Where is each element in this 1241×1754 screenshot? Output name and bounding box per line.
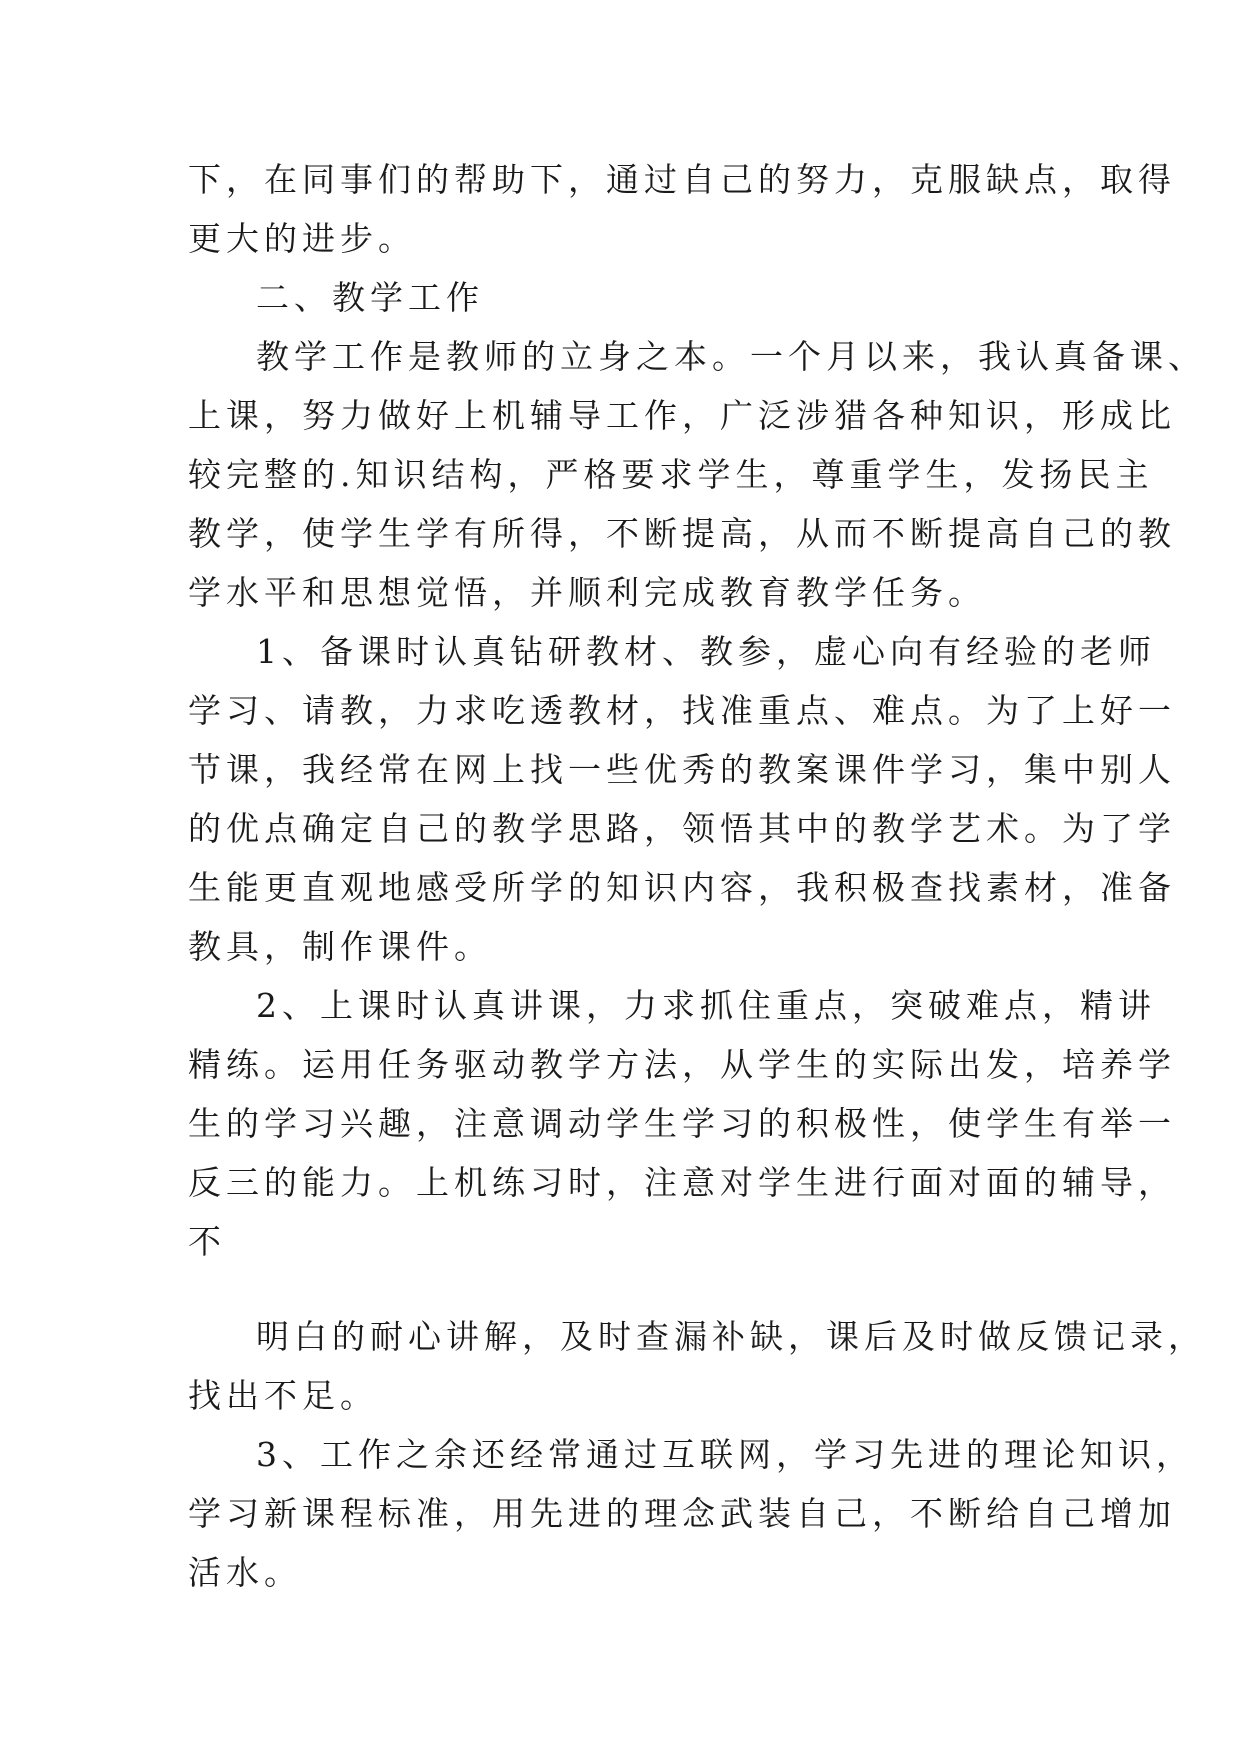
- text-line: 较完整的.知识结构，严格要求学生，尊重学生，发扬民主: [188, 455, 1154, 494]
- text-line: 反三的能力。上机练习时，注意对学生进行面对面的辅导，: [188, 1163, 1176, 1202]
- text-line: 的优点确定自己的教学思路，领悟其中的教学艺术。为了学: [188, 809, 1176, 848]
- text-line: 教学，使学生学有所得，不断提高，从而不断提高自己的教: [188, 514, 1176, 553]
- text-line: 上课，努力做好上机辅导工作，广泛涉猎各种知识，形成比: [188, 396, 1176, 435]
- text-line: 精练。运用任务驱动教学方法，从学生的实际出发，培养学: [188, 1045, 1176, 1084]
- document-body: [188, 150, 1206, 1602]
- text-line: 不: [188, 1222, 226, 1261]
- text-line: 更大的进步。: [188, 219, 416, 258]
- text-line: 下，在同事们的帮助下，通过自己的努力，克服缺点，取得: [188, 160, 1176, 199]
- text-line: 找出不足。: [188, 1376, 378, 1415]
- text-line: 活水。: [188, 1553, 302, 1592]
- text-line: 2、上课时认真讲课，力求抓住重点，突破难点，精讲: [256, 986, 1156, 1025]
- text-line: 学习、请教，力求吃透教材，找准重点、难点。为了上好一: [188, 691, 1176, 730]
- text-line: 教学工作是教师的立身之本。一个月以来，我认真备课、: [256, 337, 1206, 376]
- text-line: 节课，我经常在网上找一些优秀的教案课件学习，集中别人: [188, 750, 1176, 789]
- paragraph-gap: [188, 1271, 1068, 1307]
- text-line: 学水平和思想觉悟，并顺利完成教育教学任务。: [188, 573, 986, 612]
- text-line: 生能更直观地感受所学的知识内容，我积极查找素材，准备: [188, 868, 1176, 907]
- text-line: 1、备课时认真钻研教材、教参，虚心向有经验的老师: [256, 632, 1156, 671]
- text-line: 生的学习兴趣，注意调动学生学习的积极性，使学生有举一: [188, 1104, 1176, 1143]
- text-line: 明白的耐心讲解，及时查漏补缺，课后及时做反馈记录，: [256, 1317, 1206, 1356]
- section-heading: 二、教学工作: [256, 278, 484, 317]
- text-line: 3、工作之余还经常通过互联网，学习先进的理论知识，: [256, 1435, 1194, 1474]
- text-line: 学习新课程标准，用先进的理念武装自己，不断给自己增加: [188, 1494, 1176, 1533]
- text-line: 教具，制作课件。: [188, 927, 492, 966]
